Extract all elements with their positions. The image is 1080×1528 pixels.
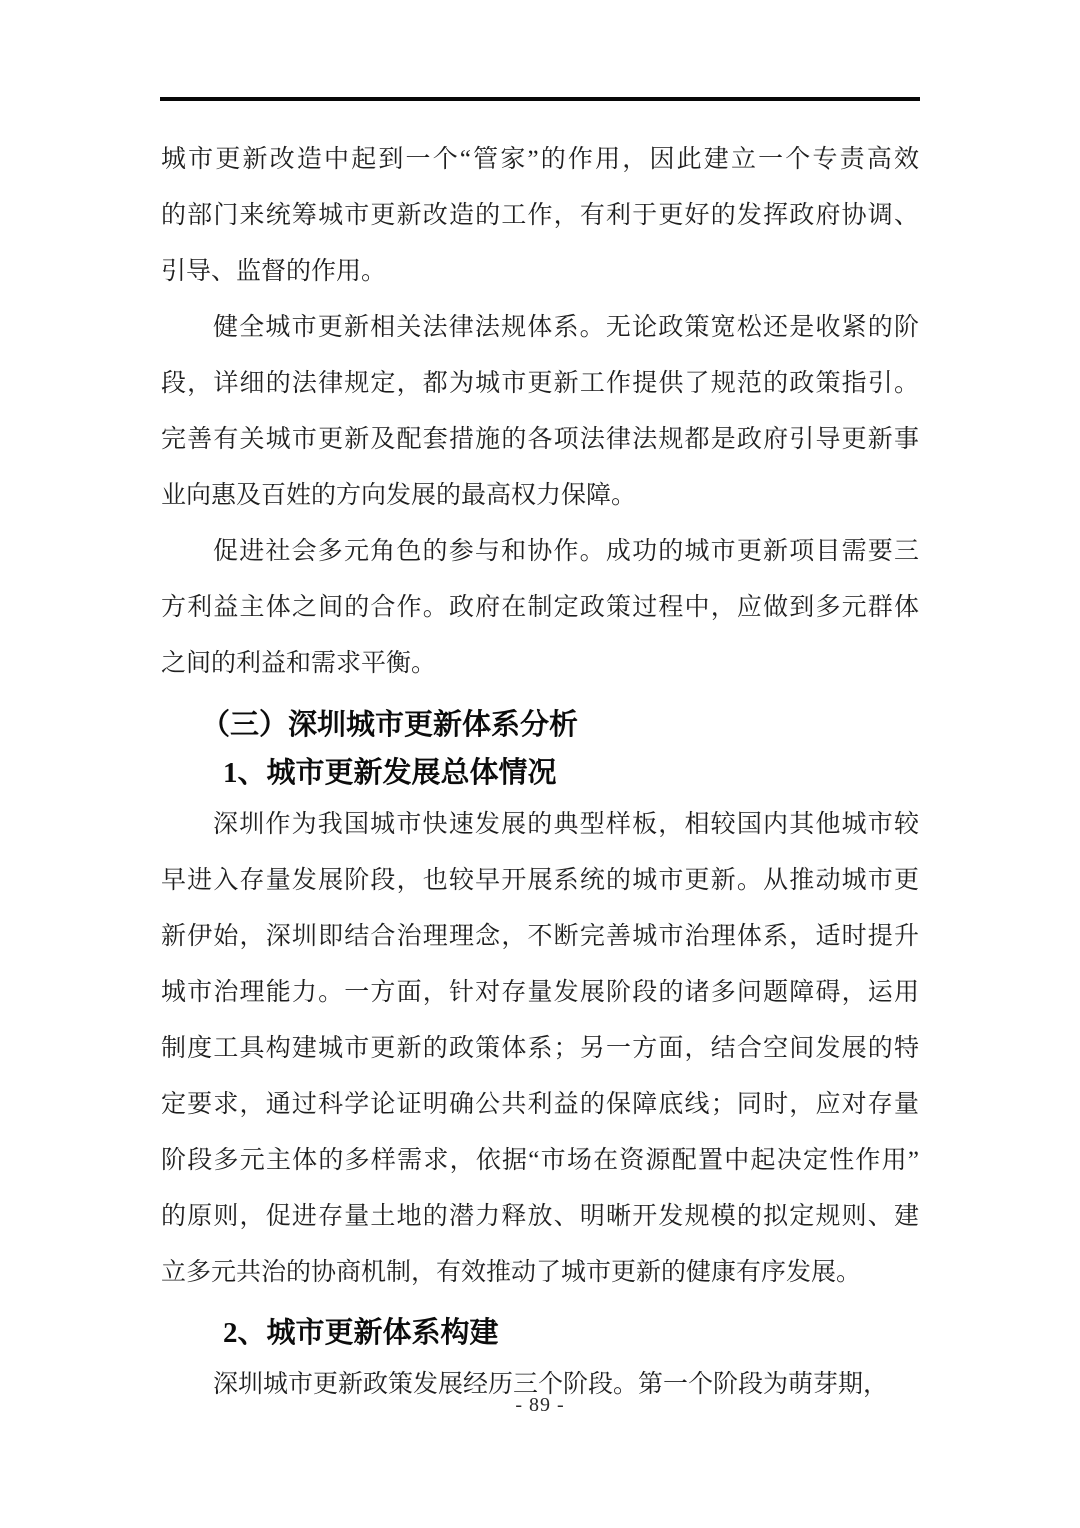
document-body [161,132,919,1413]
body-text-line: 早进入存量发展阶段，也较早开展系统的城市更新。从推动城市更 [161,867,919,894]
body-text-line: 新伊始，深圳即结合治理理念，不断完善城市治理体系，适时提升 [161,923,919,950]
page-number: - 89 - [515,1394,565,1416]
body-text-line: 方利益主体之间的合作。政府在制定政策过程中，应做到多元群体 [161,594,919,621]
section-heading: （三）深圳城市更新体系分析 [201,709,579,741]
body-paragraph [161,524,919,692]
body-text-line: 完善有关城市更新及配套措施的各项法律法规都是政府引导更新事 [161,426,919,453]
subsection-heading: 1、城市更新发展总体情况 [223,757,557,789]
body-text-line: 立多元共治的协商机制，有效推动了城市更新的健康有序发展。 [161,1259,862,1286]
body-text-line: 的原则，促进存量土地的潜力释放、明晰开发规模的拟定规则、建 [161,1203,919,1230]
body-text-line: 的部门来统筹城市更新改造的工作，有利于更好的发挥政府协调、 [161,202,919,229]
body-text-line: 段，详细的法律规定，都为城市更新工作提供了规范的政策指引。 [161,370,919,397]
body-text-line: 业向惠及百姓的方向发展的最高权力保障。 [161,482,637,509]
page-header-rule [160,97,920,101]
body-text-line: 引导、监督的作用。 [161,258,387,285]
body-text-line: 城市更新改造中起到一个“管家”的作用，因此建立一个专责高效 [161,146,919,173]
body-text-line: 制度工具构建城市更新的政策体系；另一方面，结合空间发展的特 [161,1035,919,1062]
body-text-line: 之间的利益和需求平衡。 [161,650,437,677]
body-text-line: 阶段多元主体的多样需求，依据“市场在资源配置中起决定性作用” [161,1147,919,1174]
body-text-line: 促进社会多元角色的参与和协作。成功的城市更新项目需要三 [213,538,919,565]
subsection-heading: 2、城市更新体系构建 [223,1317,499,1349]
body-text-line: 深圳城市更新政策发展经历三个阶段。第一个阶段为萌芽期， [213,1371,889,1398]
body-paragraph [161,132,919,300]
body-text-line: 健全城市更新相关法律法规体系。无论政策宽松还是收紧的阶 [213,314,919,341]
body-text-line: 定要求，通过科学论证明确公共利益的保障底线；同时，应对存量 [161,1091,919,1118]
body-paragraph [161,797,919,1301]
body-text-line: 深圳作为我国城市快速发展的典型样板，相较国内其他城市较 [213,811,919,838]
body-text-line: 城市治理能力。一方面，针对存量发展阶段的诸多问题障碍，运用 [161,979,919,1006]
body-paragraph [161,300,919,524]
